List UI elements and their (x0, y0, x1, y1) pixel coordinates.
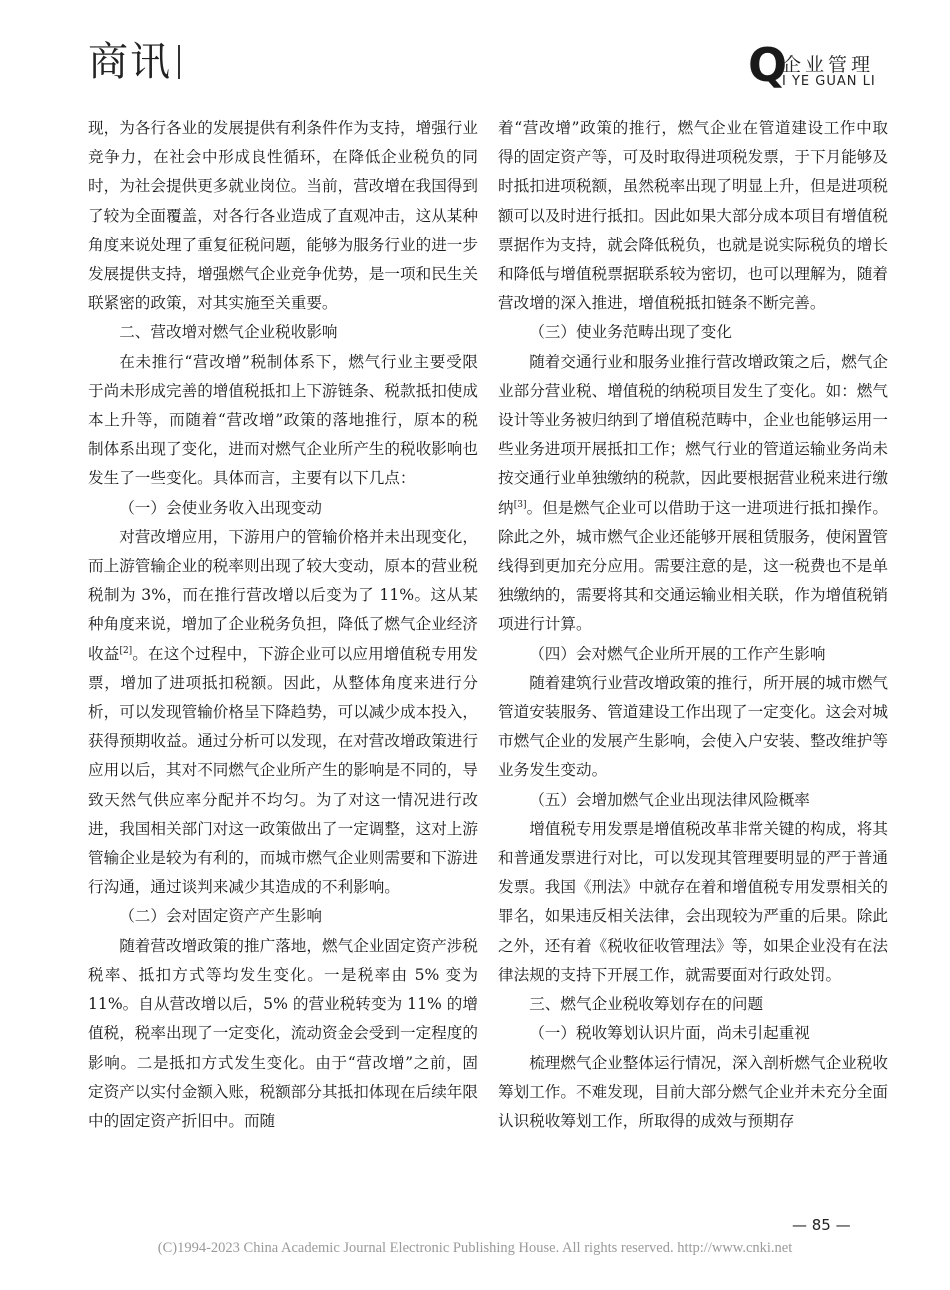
paragraph: 随着建筑行业营改增政策的推行，所开展的城市燃气管道安装服务、管道建设工作出现了一定变化。这会对城市燃气企业的发展产生影响，会使入户安装、整改维护等业务发生变动。 (498, 673, 888, 780)
copyright-footer: (C)1994-2023 China Academic Journal Electronic Publishing House. All rights reserved. http://www.cnki.net (157, 1240, 793, 1256)
subsection-heading: （一）会使业务收入出现变动 (119, 498, 322, 517)
section-heading: 二、营改增对燃气企业税收影响 (119, 323, 338, 342)
page-header (0, 0, 950, 100)
paragraph: 在未推行“营改增”税制体系下，燃气行业主要受限于尚未形成完善的增值税抵扣上下游链条、税款抵扣使成本上升等，而随着“营改增”政策的落地推行，原本的税制体系出现了变化，进而对燃气企业所产生的税收影响也发生了一些变化。具体而言，主要有以下几点： (88, 352, 478, 488)
subsection-heading: （五）会增加燃气企业出现法律风险概率 (529, 790, 810, 809)
logo-pinyin-title: I YE GUAN LI (782, 74, 876, 89)
subsection-heading: （四）会对燃气企业所开展的工作产生影响 (529, 644, 826, 663)
logo-q-letter: Q (748, 38, 788, 92)
paragraph: 随着营改增政策的推广落地，燃气企业固定资产涉税税率、抵扣方式等均发生变化。一是税率由 5% 变为 11%。自从营改增以后，5% 的营业税转变为 11% 的增值税，税率出现了一定变化，流动资金会受到一定程度的影响。二是抵扣方式发生变化。由于“营改增”之前，固定资产以实付金额入账，税额部分其抵扣体现在后续年限中的固定资产折旧中。而随 (88, 936, 478, 1130)
logo-chinese-title: 企业管理 (782, 54, 875, 76)
citation-ref: [2] (119, 645, 133, 656)
subsection-heading: （二）会对固定资产产生影响 (119, 907, 322, 926)
page-number: — 85 — (792, 1216, 851, 1234)
paragraph: 随着交通行业和服务业推行营改增政策之后，燃气企业部分营业税、增值税的纳税项目发生了变化。如：燃气设计等业务被归纳到了增值税范畴中，企业也能够运用一些业务进项开展抵扣工作；燃气行业的管道运输业务尚未按交通行业单独缴纳的税款，因此要根据营业税来进行缴纳[3]。但是燃气企业可以借助于这一进项进行抵扣操作。除此之外，城市燃气企业还能够开展租赁服务，使闲置管线得到更加充分应用。需要注意的是，这一税费也不是单独缴纳的，需要将其和交通运输业相关联，作为增值税销项进行计算。 (498, 352, 888, 634)
paragraph: 增值税专用发票是增值税改革非常关键的构成，将其和普通发票进行对比，可以发现其管理要明显的严于普通发票。我国《刑法》中就存在着和增值税专用发票相关的罪名，如果违反相关法律，会出现较为严重的后果。除此之外，还有着《税收征收管理法》等，如果企业没有在法律法规的支持下开展工作，就需要面对行政处罚。 (498, 819, 888, 984)
paragraph: 着“营改增”政策的推行，燃气企业在管道建设工作中取得的固定资产等，可及时取得进项税发票，于下月能够及时抵扣进项税额，虽然税率出现了明显上升，但是进项税额可以及时进行抵扣。因此如果大部分成本项目有增值税票据作为支持，就会降低税负，也就是说实际税负的增长和降低与增值税票据联系较为密切，也可以理解为，随着营改增的深入推进，增值税抵扣链条不断完善。 (498, 119, 888, 313)
logo-divider (178, 45, 180, 79)
subsection-heading: （三）使业务范畴出现了变化 (529, 323, 732, 342)
shangxun-logo-text: 商讯 (88, 39, 172, 85)
paragraph: 现，为各行各业的发展提供有利条件作为支持，增强行业竞争力，在社会中形成良性循环，在降低企业税负的同时，为社会提供更多就业岗位。当前，营改增在我国得到了较为全面覆盖，对各行各业造成了直观冲击，这从某种角度来说处理了重复征税问题，能够为服务行业的进一步发展提供支持，增强燃气企业竞争优势，是一项和民生关联紧密的政策，对其实施至关重要。 (88, 119, 478, 313)
section-heading: 三、燃气企业税收筹划存在的问题 (529, 995, 764, 1014)
left-column (88, 114, 478, 1136)
paragraph: 梳理燃气企业整体运行情况，深入剖析燃气企业税收筹划工作。不难发现，目前大部分燃气企业并未充分全面认识税收筹划工作，所取得的成效与预期存 (498, 1053, 888, 1130)
citation-ref: [3] (513, 499, 527, 510)
paragraph: 对营改增应用，下游用户的管输价格并未出现变化，而上游管输企业的税率则出现了较大变动，原本的营业税税制为 3%，而在推行营改增以后变为了 11%。这从某种角度来说，增加了企业税务负担，降低了燃气企业经济收益[2]。在这个过程中，下游企业可以应用增值税专用发票，增加了进项抵扣税额。因此，从整体角度来进行分析，可以发现管输价格呈下降趋势，可以减少成本投入，获得预期收益。通过分析可以发现，在对营改增政策进行应用以后，其对不同燃气企业所产生的影响是不同的，导致天然气供应率分配并不均匀。为了对这一情况进行改进，我国相关部门对这一政策做出了一定调整，这对上游管输企业是较为有利的，而城市燃气企业则需要和下游进行沟通，通过谈判来减少其造成的不利影响。 (88, 527, 478, 897)
shangxun-logo (88, 39, 180, 85)
subsection-heading: （一）税收筹划认识片面，尚未引起重视 (529, 1024, 810, 1043)
right-column (498, 114, 888, 1136)
